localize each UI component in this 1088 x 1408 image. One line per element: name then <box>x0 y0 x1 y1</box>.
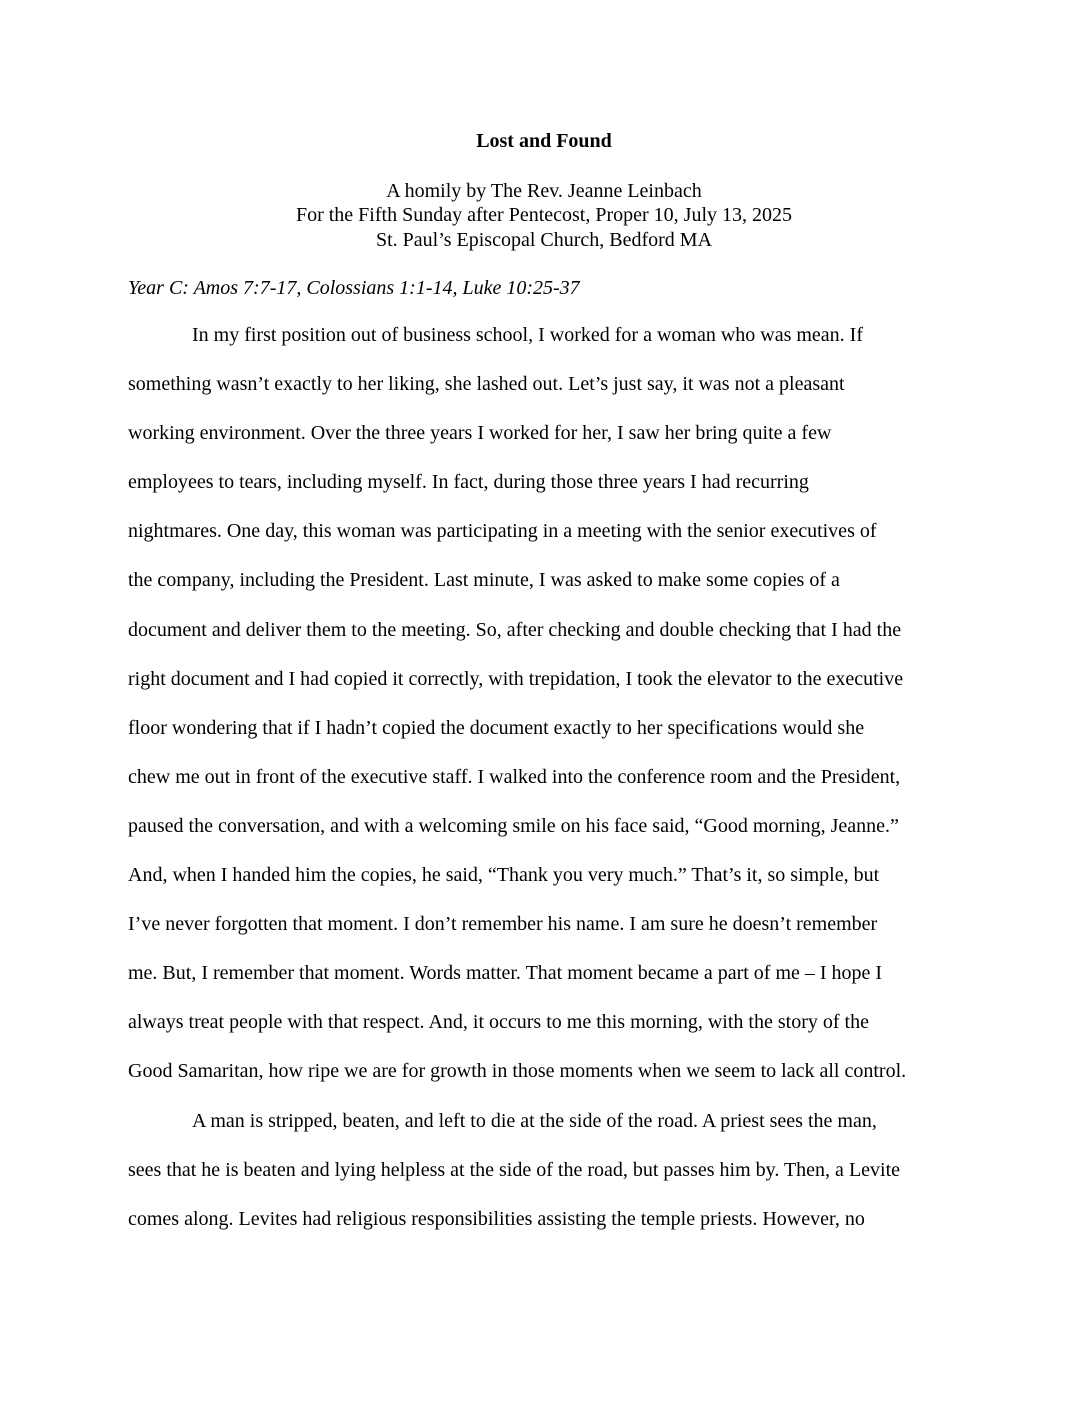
document-title: Lost and Found <box>476 130 612 152</box>
body-line: And, when I handed him the copies, he said, “Thank you very much.” That’s it, so simple, but <box>128 864 880 887</box>
body-line: comes along. Levites had religious responsibilities assisting the temple priests. However, no <box>128 1207 865 1230</box>
body-line: In my first position out of business school, I worked for a woman who was mean. If <box>192 324 863 346</box>
subtitle-author: A homily by The Rev. Jeanne Leinbach <box>386 180 702 202</box>
body-line: right document and I had copied it correctly, with trepidation, I took the elevator to the executive <box>128 667 904 690</box>
body-line: me. But, I remember that moment. Words matter. That moment became a part of me – I hope I <box>128 962 883 985</box>
body-line: floor wondering that if I hadn’t copied the document exactly to her specifications would she <box>128 716 865 739</box>
body-line: Good Samaritan, how ripe we are for growth in those moments when we seem to lack all control. <box>128 1060 907 1083</box>
body-line: working environment. Over the three years I worked for her, I saw her bring quite a few <box>128 422 832 445</box>
body-line: employees to tears, including myself. In fact, during those three years I had recurring <box>128 471 809 494</box>
body-line: always treat people with that respect. And, it occurs to me this morning, with the story of the <box>128 1011 869 1034</box>
scripture-readings: Year C: Amos 7:7-17, Colossians 1:1-14, Luke 10:25-37 <box>128 277 580 299</box>
homily-body <box>128 311 964 1244</box>
body-line: A man is stripped, beaten, and left to die at the side of the road. A priest sees the man, <box>192 1109 877 1132</box>
body-line: document and deliver them to the meeting. So, after checking and double checking that I had the <box>128 618 902 641</box>
body-line: something wasn’t exactly to her liking, she lashed out. Let’s just say, it was not a pleasant <box>128 373 845 396</box>
body-line: I’ve never forgotten that moment. I don’t remember his name. I am sure he doesn’t remember <box>128 913 878 936</box>
body-line: nightmares. One day, this woman was participating in a meeting with the senior executives of <box>128 520 877 543</box>
body-line: sees that he is beaten and lying helpless at the side of the road, but passes him by. Then, a Levite <box>128 1158 901 1181</box>
body-line: paused the conversation, and with a welcoming smile on his face said, “Good morning, Jeanne.” <box>128 814 899 837</box>
body-line: chew me out in front of the executive staff. I walked into the conference room and the President, <box>128 765 901 788</box>
body-line: the company, including the President. Last minute, I was asked to make some copies of a <box>128 569 840 592</box>
subtitle-church: St. Paul’s Episcopal Church, Bedford MA <box>375 229 713 251</box>
subtitle-occasion: For the Fifth Sunday after Pentecost, Proper 10, July 13, 2025 <box>295 204 793 226</box>
